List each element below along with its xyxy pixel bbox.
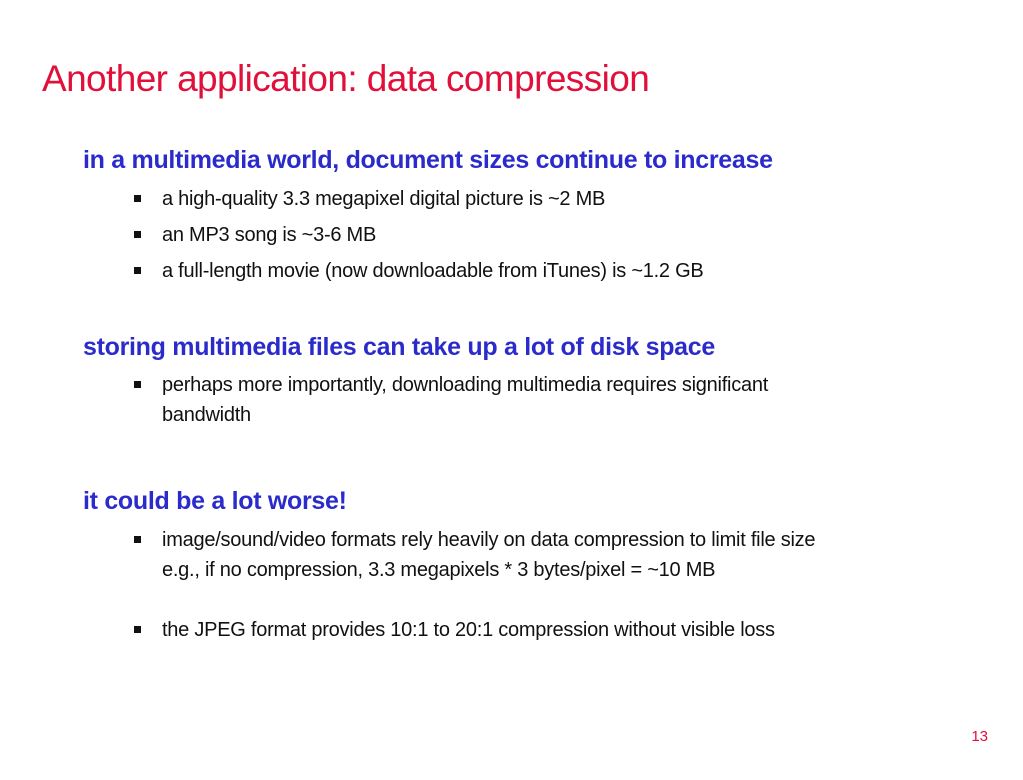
bullet-text (162, 370, 768, 430)
bullet-text: an MP3 song is ~3-6 MB (162, 224, 377, 246)
section-heading-disk-space: storing multimedia files can take up a lot of disk space (83, 333, 715, 361)
bullet-item-jpeg-format (134, 615, 775, 645)
square-bullet-icon (134, 536, 141, 543)
square-bullet-icon (134, 231, 141, 238)
bullet-text: the JPEG format provides 10:1 to 20:1 compression without visible loss (162, 619, 775, 641)
bullet-text: a high-quality 3.3 megapixel digital picture is ~2 MB (162, 188, 606, 210)
bullet-item-bandwidth (134, 370, 768, 430)
slide-title: Another application: data compression (42, 58, 650, 99)
square-bullet-icon (134, 381, 141, 388)
bullet-item-digital-picture (134, 184, 605, 214)
bullet-item-movie (134, 256, 704, 286)
bullet-text: a full-length movie (now downloadable from iTunes) is ~1.2 GB (162, 260, 704, 282)
bullet-text-line: perhaps more importantly, downloading multimedia requires significant (162, 374, 769, 396)
bullet-text-line: e.g., if no compression, 3.3 megapixels * 3 bytes/pixel = ~10 MB (162, 559, 716, 581)
bullet-text-line: bandwidth (162, 404, 251, 426)
section-heading-could-be-worse: it could be a lot worse! (83, 487, 347, 515)
page-number: 13 (971, 728, 988, 745)
bullet-item-mp3-song (134, 220, 376, 250)
bullet-text-line: image/sound/video formats rely heavily on data compression to limit file size (162, 529, 816, 551)
square-bullet-icon (134, 267, 141, 274)
section-heading-document-sizes: in a multimedia world, document sizes continue to increase (83, 146, 773, 174)
bullet-text (162, 525, 815, 585)
square-bullet-icon (134, 626, 141, 633)
square-bullet-icon (134, 195, 141, 202)
bullet-item-compression-formats (134, 525, 815, 585)
